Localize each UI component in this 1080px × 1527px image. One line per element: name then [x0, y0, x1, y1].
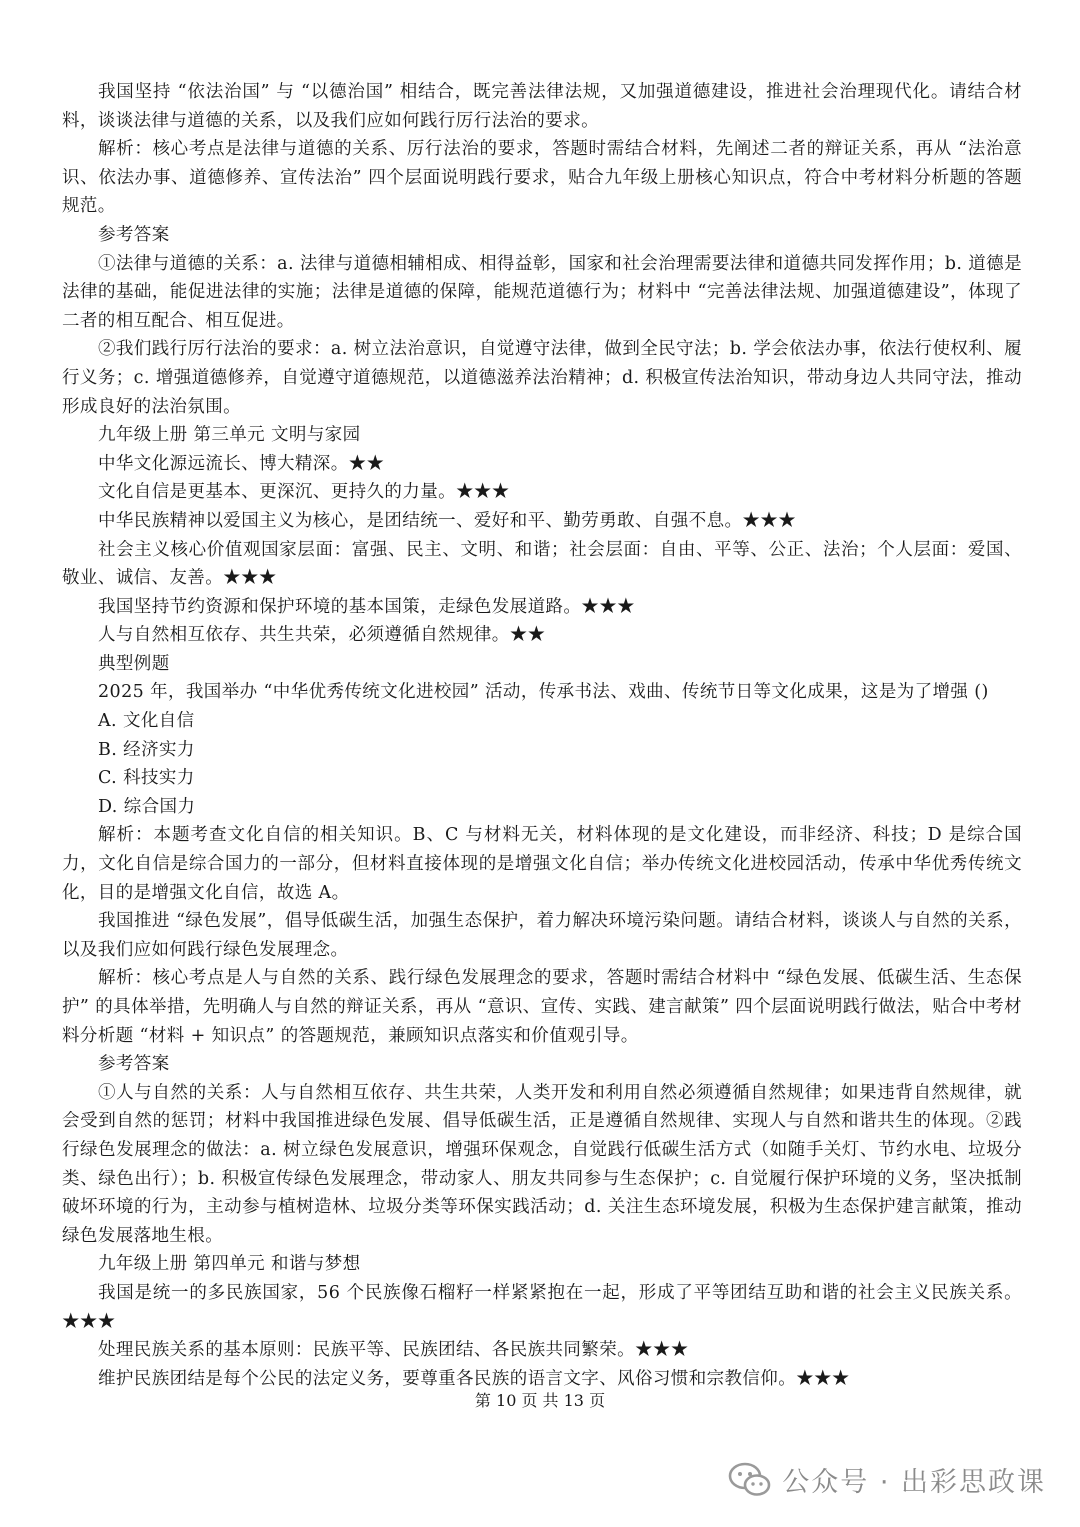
paragraph: 我国是统一的多民族国家，56 个民族像石榴籽一样紧紧抱在一起，形成了平等团结互助和谐的社会主义民族关系。★★★ [62, 1282, 1022, 1332]
paragraph: 九年级上册 第三单元 文明与家园 [98, 425, 361, 446]
paragraph: 维护民族团结是每个公民的法定义务，要尊重各民族的语言文字、风俗习惯和宗教信仰。★★★ [98, 1368, 850, 1389]
page-number: 第 10 页 共 13 页 [474, 1391, 606, 1410]
paragraph: 我国坚持 “依法治国” 与 “以德治国” 相结合，既完善法律法规，又加强道德建设，推进社会治理现代化。请结合材料，谈谈法律与道德的关系，以及我们应如何践行厉行法治的要求。 [62, 82, 1022, 131]
paragraph: 九年级上册 第四单元 和谐与梦想 [98, 1254, 361, 1275]
paragraph: 参考答案 [98, 224, 170, 245]
paragraph: C. 科技实力 [98, 768, 195, 789]
paragraph: 社会主义核心价值观国家层面：富强、民主、文明、和谐；社会层面：自由、平等、公正、法治；个人层面：爱国、敬业、诚信、友善。★★★ [62, 539, 1022, 589]
paragraph: ①人与自然的关系：人与自然相互依存、共生共荣，人类开发和利用自然必须遵循自然规律；如果违背自然规律，就会受到自然的惩罚；材料中我国推进绿色发展、倡导低碳生活，正是遵循自然规律、实现人与自然和谐共生的体现。②践行绿色发展理念的做法：a. 树立绿色发展意识，增强环保观念，自觉践行低碳生活方式（如随手关灯、节约水电、垃圾分类、绿色出行）；b. 积极宣传绿色发展理念，带动家人、朋友共同参与生态保护；c. 自觉履行保护环境的义务，坚决抵制破坏环境的行为，主动参与植树造林、垃圾分类等环保实践活动；d. 关注生态环境发展，积极为生态保护建言献策，推动绿色发展落地生根。 [62, 1082, 1022, 1246]
watermark-text: 公众号 · 出彩思政课 [782, 1467, 1046, 1498]
paragraph: ①法律与道德的关系：a. 法律与道德相辅相成、相得益彰，国家和社会治理需要法律和道德共同发挥作用；b. 道德是法律的基础，能促进法律的实施；法律是道德的保障，能规范道德行为；材料中 “完善法律法规、加强道德建设”，体现了二者的相互配合、相互促进。 [62, 253, 1022, 331]
paragraph: 人与自然相互依存、共生共荣，必须遵循自然规律。★★ [98, 625, 546, 646]
paragraph: 参考答案 [98, 1054, 170, 1075]
paragraph: 中华民族精神以爱国主义为核心，是团结统一、爱好和平、勤劳勇敢、自强不息。★★★ [98, 510, 797, 531]
paragraph: 我国坚持节约资源和保护环境的基本国策，走绿色发展道路。★★★ [98, 596, 635, 617]
paragraph: 解析：核心考点是人与自然的关系、践行绿色发展理念的要求，答题时需结合材料中 “绿色发展、低碳生活、生态保护” 的具体举措，先明确人与自然的辩证关系，再从 “意识、宣传、实践、建言献策” 四个层面说明践行做法，贴合中考材料分析题 “材料 + 知识点” 的答题规范，兼顾知识点落实和价值观引导。 [62, 968, 1022, 1046]
watermark [728, 1460, 1046, 1499]
paragraph: ②我们践行厉行法治的要求：a. 树立法治意识，自觉遵守法律，做到全民守法；b. 学会依法办事，依法行使权利、履行义务；c. 增强道德修养，自觉遵守道德规范，以道德滋养法治精神；d. 积极宣传法治知识，带动身边人共同守法，推动形成良好的法治氛围。 [62, 339, 1022, 417]
paragraph: B. 经济实力 [98, 739, 195, 760]
paragraph: D. 综合国力 [98, 796, 196, 817]
paragraph: 我国推进 “绿色发展”，倡导低碳生活，加强生态保护，着力解决环境污染问题。请结合材料，谈谈人与自然的关系，以及我们应如何践行绿色发展理念。 [62, 911, 1022, 960]
paragraph: 中华文化源远流长、博大精深。★★ [98, 453, 385, 474]
document-body [62, 78, 1022, 1393]
paragraph: 2025 年，我国举办 “中华优秀传统文化进校园” 活动，传承书法、戏曲、传统节日等文化成果，这是为了增强 () [98, 682, 989, 703]
paragraph: A. 文化自信 [98, 711, 195, 732]
paragraph: 解析：本题考查文化自信的相关知识。B、C 与材料无关，材料体现的是文化建设，而非经济、科技；D 是综合国力，文化自信是综合国力的一部分，但材料直接体现的是增强文化自信；举办传统文化进校园活动，传承中华优秀传统文化，目的是增强文化自信，故选 A。 [62, 825, 1022, 903]
paragraph: 典型例题 [98, 653, 170, 674]
paragraph: 解析：核心考点是法律与道德的关系、厉行法治的要求，答题时需结合材料，先阐述二者的辩证关系，再从 “法治意识、依法办事、道德修养、宣传法治” 四个层面说明践行要求，贴合九年级上册核心知识点，符合中考材料分析题的答题规范。 [62, 139, 1022, 217]
wechat-icon [728, 1462, 772, 1498]
paragraph: 文化自信是更基本、更深沉、更持久的力量。★★★ [98, 482, 510, 503]
paragraph: 处理民族关系的基本原则：民族平等、民族团结、各民族共同繁荣。★★★ [98, 1340, 689, 1361]
